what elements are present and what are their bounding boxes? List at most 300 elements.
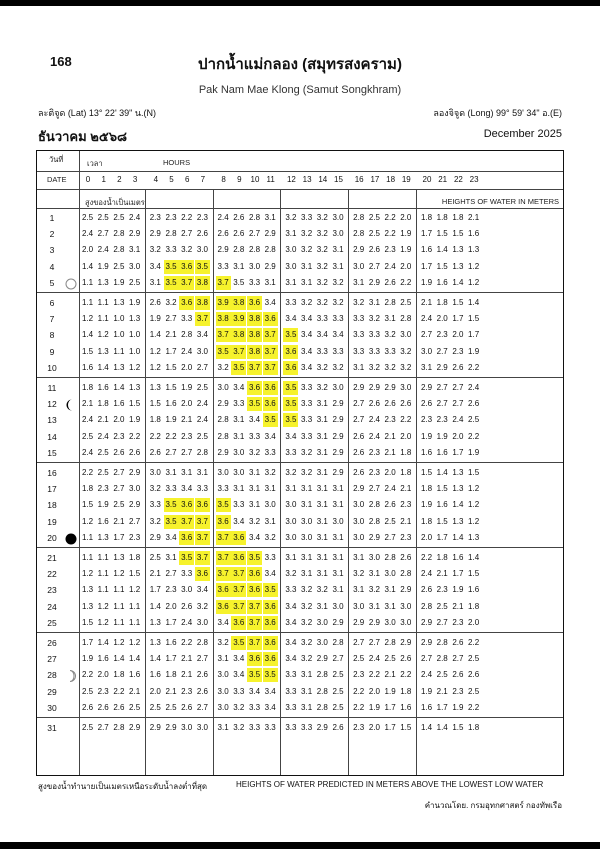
height-cell: 3.2 — [332, 362, 344, 372]
height-cell: 2.7 — [129, 516, 141, 526]
height-cell: 1.6 — [468, 585, 480, 595]
height-cell: 2.9 — [420, 383, 433, 392]
height-cell: 3.4 — [301, 330, 313, 340]
height-cell: 3.2 — [316, 585, 328, 595]
height-cell: 2.5 — [436, 601, 448, 611]
height-cell: 2.6 — [368, 245, 380, 255]
height-cell: 1.1 — [113, 617, 125, 627]
height-cell: 3.1 — [332, 261, 344, 271]
height-cell: 3.1 — [285, 229, 297, 239]
height-cell: 1.3 — [113, 553, 125, 562]
height-cell: 3.1 — [217, 723, 229, 732]
height-cell: 3.1 — [332, 500, 344, 510]
height-cell: 1.6 — [149, 670, 161, 680]
height-cell: 2.2 — [81, 670, 94, 680]
height-cell: 3.0 — [217, 702, 229, 712]
height-cell: 3.1 — [332, 553, 344, 562]
height-cell: 3.3 — [285, 585, 297, 595]
height-cell: 2.0 — [368, 723, 380, 732]
height-cell: 2.8 — [196, 638, 208, 647]
height-cell: 1.6 — [400, 702, 412, 712]
height-cell: 2.1 — [384, 431, 396, 441]
height-cell: 2.7 — [436, 399, 448, 409]
height-cell: 3.1 — [384, 601, 396, 611]
height-cell: 1.5 — [420, 468, 433, 477]
height-cell: 3.0 — [217, 468, 229, 477]
height-cell: 2.3 — [368, 468, 380, 477]
grid-line — [37, 462, 563, 463]
height-cell: 3.5 — [263, 583, 278, 597]
height-cell: 1.6 — [420, 702, 433, 712]
height-cell: 2.9 — [436, 362, 448, 372]
date-header-thai: วันที่ — [49, 155, 64, 164]
height-cell: 1.9 — [129, 298, 141, 307]
height-cell: 3.5 — [263, 668, 278, 682]
height-cell: 3.7 — [216, 531, 231, 545]
height-cell: 3.0 — [129, 484, 141, 494]
height-cell: 1.2 — [129, 362, 141, 372]
height-cell: 3.2 — [181, 245, 193, 255]
height-cell: 1.3 — [468, 532, 480, 542]
height-cell: 2.0 — [81, 245, 94, 255]
height-cell: 2.3 — [129, 532, 141, 542]
height-cell: 3.6 — [247, 567, 262, 581]
height-cell: 2.4 — [196, 399, 208, 409]
height-cell: 2.1 — [384, 447, 396, 457]
hour-label: 18 — [386, 175, 396, 184]
height-cell: 2.2 — [400, 415, 412, 425]
height-cell: 3.4 — [149, 261, 161, 271]
height-cell: 3.0 — [233, 447, 245, 457]
height-cell: 1.6 — [420, 245, 433, 255]
height-cell: 3.0 — [316, 638, 328, 647]
height-cell: 1.4 — [436, 245, 448, 255]
height-cell: 3.7 — [216, 551, 231, 565]
height-cell: 1.9 — [452, 702, 464, 712]
height-cell: 3.0 — [353, 516, 365, 526]
height-cell: 2.3 — [436, 415, 448, 425]
height-cell: 2.4 — [81, 415, 94, 425]
height-cell: 3.2 — [217, 638, 229, 647]
height-cell: 1.9 — [165, 415, 177, 425]
height-cell: 1.7 — [452, 314, 464, 324]
height-cell: 2.7 — [353, 638, 365, 647]
table-row — [37, 700, 563, 716]
height-cell: 3.1 — [301, 553, 313, 562]
grid-line — [37, 377, 563, 378]
height-cell: 3.6 — [263, 636, 278, 650]
height-cell: 1.7 — [384, 702, 396, 712]
height-cell: 2.9 — [149, 229, 161, 239]
height-cell: 2.1 — [181, 415, 193, 425]
height-cell: 2.7 — [420, 654, 433, 664]
height-cell: 3.5 — [179, 551, 194, 565]
height-cell: 1.2 — [129, 638, 141, 647]
height-cell: 1.4 — [113, 383, 125, 392]
height-cell: 1.5 — [400, 723, 412, 732]
height-cell: 3.6 — [216, 600, 231, 614]
height-cell: 3.3 — [332, 314, 344, 324]
height-cell: 3.3 — [217, 484, 229, 494]
height-cell: 1.8 — [436, 213, 448, 222]
height-cell: 1.7 — [165, 346, 177, 356]
height-cell: 3.1 — [316, 468, 328, 477]
height-cell: 1.5 — [452, 298, 464, 307]
height-cell: 1.3 — [97, 346, 109, 356]
height-cell: 3.1 — [316, 601, 328, 611]
height-cell: 2.1 — [400, 516, 412, 526]
height-cell: 1.3 — [97, 532, 109, 542]
height-cell: 3.4 — [264, 431, 276, 441]
height-cell: 1.2 — [97, 617, 109, 627]
height-cell: 2.4 — [420, 569, 433, 579]
date-header: DATE — [47, 175, 67, 184]
height-cell: 3.4 — [196, 330, 208, 340]
height-cell: 2.6 — [353, 447, 365, 457]
height-cell: 2.0 — [452, 431, 464, 441]
height-cell: 2.3 — [400, 532, 412, 542]
height-cell: 2.5 — [332, 702, 344, 712]
height-cell: 2.3 — [452, 617, 464, 627]
height-cell: 1.5 — [468, 468, 480, 477]
hour-label: 1 — [101, 175, 106, 184]
table-row — [37, 275, 563, 291]
height-cell: 3.0 — [285, 261, 297, 271]
height-cell: 3.1 — [285, 484, 297, 494]
height-cell: 3.4 — [181, 484, 193, 494]
height-cell: 2.3 — [452, 346, 464, 356]
height-cell: 2.3 — [384, 245, 396, 255]
height-cell: 2.5 — [468, 415, 480, 425]
height-cell: 3.2 — [316, 383, 328, 392]
credit-line: คำนวณโดย. กรมอุทกศาสตร์ กองทัพเรือ — [424, 801, 562, 810]
row-date: 29 — [47, 686, 57, 697]
height-cell: 2.6 — [113, 447, 125, 457]
height-cell: 2.5 — [332, 686, 344, 696]
height-cell: 3.5 — [164, 260, 179, 274]
height-cell: 3.2 — [301, 601, 313, 611]
table-row — [37, 550, 563, 566]
table-row — [37, 497, 563, 513]
height-cell: 3.3 — [181, 314, 193, 324]
full-moon-icon — [65, 277, 77, 289]
height-cell: 1.5 — [468, 314, 480, 324]
height-cell: 1.9 — [400, 229, 412, 239]
height-cell: 3.0 — [316, 617, 328, 627]
height-cell: 3.4 — [264, 569, 276, 579]
table-row — [37, 667, 563, 683]
row-date: 22 — [47, 569, 57, 580]
height-cell: 3.1 — [332, 585, 344, 595]
height-cell: 3.4 — [285, 654, 297, 664]
height-cell: 3.6 — [179, 531, 194, 545]
height-cell: 2.6 — [181, 601, 193, 611]
height-cell: 2.9 — [165, 723, 177, 732]
height-cell: 3.7 — [195, 551, 210, 565]
height-cell: 2.2 — [420, 553, 433, 562]
height-cell: 3.0 — [129, 261, 141, 271]
height-cell: 2.2 — [129, 431, 141, 441]
height-cell: 3.1 — [248, 484, 261, 494]
height-cell: 1.5 — [129, 569, 141, 579]
height-cell: 2.5 — [81, 213, 94, 222]
height-cell: 2.8 — [196, 447, 208, 457]
height-cell: 2.5 — [353, 654, 365, 664]
height-cell: 2.1 — [97, 415, 109, 425]
height-cell: 3.1 — [181, 468, 193, 477]
height-cell: 1.2 — [468, 484, 480, 494]
height-cell: 3.3 — [384, 346, 396, 356]
height-cell: 2.5 — [113, 261, 125, 271]
height-cell: 1.9 — [129, 415, 141, 425]
height-cell: 1.3 — [468, 245, 480, 255]
height-cell: 3.6 — [247, 652, 262, 666]
table-row — [37, 242, 563, 258]
height-cell: 2.6 — [420, 585, 433, 595]
height-cell: 1.2 — [81, 516, 94, 526]
height-cell: 2.8 — [353, 213, 365, 222]
height-cell: 3.1 — [332, 532, 344, 542]
height-cell: 3.9 — [216, 296, 231, 310]
height-cell: 2.8 — [248, 213, 261, 222]
height-cell: 3.1 — [316, 500, 328, 510]
height-cell: 3.0 — [332, 383, 344, 392]
height-cell: 2.8 — [420, 601, 433, 611]
height-cell: 3.2 — [400, 346, 412, 356]
height-cell: 2.0 — [181, 362, 193, 372]
height-cell: 2.9 — [353, 617, 365, 627]
height-cell: 2.8 — [384, 298, 396, 307]
height-cell: 1.4 — [81, 330, 94, 340]
row-date: 24 — [47, 601, 57, 612]
height-cell: 2.7 — [113, 484, 125, 494]
row-date: 14 — [47, 431, 57, 442]
row-date: 5 — [49, 277, 55, 288]
height-cell: 3.7 — [195, 515, 210, 529]
height-cell: 1.5 — [129, 399, 141, 409]
height-cell: 1.4 — [436, 468, 448, 477]
height-cell: 3.2 — [264, 468, 276, 477]
row-date: 13 — [47, 415, 57, 426]
height-cell: 3.2 — [301, 447, 313, 457]
height-cell: 3.4 — [264, 686, 276, 696]
height-cell: 3.1 — [233, 484, 245, 494]
height-cell: 3.1 — [196, 468, 208, 477]
height-cell: 1.3 — [149, 638, 161, 647]
height-cell: 1.5 — [165, 362, 177, 372]
height-cell: 1.9 — [384, 686, 396, 696]
height-cell: 2.7 — [196, 362, 208, 372]
height-cell: 1.5 — [436, 261, 448, 271]
row-date: 20 — [47, 532, 57, 543]
height-cell: 1.4 — [149, 601, 161, 611]
height-cell: 3.2 — [368, 314, 380, 324]
height-cell: 1.9 — [452, 585, 464, 595]
height-cell: 2.6 — [452, 638, 464, 647]
height-cell: 1.8 — [468, 723, 480, 732]
height-cell: 3.1 — [353, 277, 365, 287]
height-cell: 3.1 — [301, 277, 313, 287]
height-cell: 3.0 — [301, 516, 313, 526]
row-date: 3 — [49, 245, 55, 256]
height-cell: 3.0 — [181, 723, 193, 732]
height-cell: 3.2 — [248, 447, 261, 457]
height-cell: 3.8 — [247, 328, 262, 342]
height-cell: 1.1 — [113, 601, 125, 611]
height-cell: 3.7 — [247, 600, 262, 614]
height-cell: 3.8 — [195, 276, 210, 290]
height-cell: 2.5 — [81, 431, 94, 441]
height-cell: 2.7 — [368, 484, 380, 494]
height-cell: 2.9 — [264, 261, 276, 271]
month-thai: ธันวาคม ๒๕๖๘ — [38, 129, 127, 144]
height-cell: 1.4 — [452, 532, 464, 542]
height-cell: 2.3 — [436, 330, 448, 340]
height-cell: 3.0 — [248, 261, 261, 271]
height-cell: 1.7 — [113, 532, 125, 542]
height-cell: 2.2 — [353, 702, 365, 712]
height-cell: 1.4 — [149, 330, 161, 340]
row-date: 6 — [49, 298, 55, 308]
height-cell: 2.6 — [129, 447, 141, 457]
height-cell: 2.9 — [420, 638, 433, 647]
height-cell: 3.8 — [231, 328, 246, 342]
height-cell: 2.0 — [113, 415, 125, 425]
height-cell: 2.9 — [400, 638, 412, 647]
height-cell: 3.1 — [316, 431, 328, 441]
height-cell: 1.7 — [452, 447, 464, 457]
height-cell: 1.8 — [436, 553, 448, 562]
height-cell: 1.0 — [113, 330, 125, 340]
height-cell: 3.3 — [217, 261, 229, 271]
height-cell: 3.4 — [285, 314, 297, 324]
height-cell: 1.8 — [452, 213, 464, 222]
table-row — [37, 651, 563, 667]
height-cell: 3.0 — [400, 383, 412, 392]
grid-line — [37, 208, 563, 209]
table-row — [37, 429, 563, 445]
height-cell: 3.6 — [231, 531, 246, 545]
height-cell: 2.2 — [468, 431, 480, 441]
first-quarter-moon-icon — [65, 669, 77, 681]
hour-label: 0 — [85, 175, 91, 184]
table-row — [37, 635, 563, 651]
height-cell: 3.2 — [149, 484, 161, 494]
height-cell: 3.0 — [400, 601, 412, 611]
height-cell: 2.6 — [353, 431, 365, 441]
height-cell: 1.1 — [129, 617, 141, 627]
height-cell: 1.8 — [97, 399, 109, 409]
height-cell: 3.2 — [316, 298, 328, 307]
height-cell: 1.2 — [149, 362, 161, 372]
height-cell: 3.3 — [316, 346, 328, 356]
height-cell: 3.1 — [332, 245, 344, 255]
row-date: 16 — [47, 468, 57, 478]
height-cell: 3.6 — [247, 583, 262, 597]
height-cell: 2.6 — [368, 399, 380, 409]
height-cell: 2.3 — [436, 585, 448, 595]
height-cell: 2.8 — [400, 314, 412, 324]
height-cell: 2.0 — [400, 213, 412, 222]
height-cell: 3.6 — [179, 260, 194, 274]
height-cell: 3.0 — [196, 346, 208, 356]
height-cell: 2.1 — [436, 686, 448, 696]
height-cell: 3.6 — [263, 397, 278, 411]
height-cell: 2.0 — [400, 261, 412, 271]
grid-line — [37, 171, 563, 172]
longitude-label: ลองจิจูด (Long) 99° 59' 34" อ.(E) — [433, 108, 562, 118]
table-row — [37, 514, 563, 530]
height-cell: 3.0 — [149, 468, 161, 477]
height-cell: 1.3 — [452, 261, 464, 271]
height-cell: 2.5 — [196, 383, 208, 392]
height-cell: 1.4 — [452, 500, 464, 510]
height-cell: 3.3 — [301, 415, 313, 425]
height-cell: 3.7 — [247, 361, 262, 375]
height-cell: 2.6 — [233, 213, 245, 222]
height-cell: 3.6 — [231, 616, 246, 630]
hour-label: 21 — [438, 175, 448, 184]
height-cell: 3.6 — [179, 498, 194, 512]
height-cell: 3.1 — [301, 500, 313, 510]
height-cell: 1.2 — [468, 277, 480, 287]
height-cell: 1.6 — [81, 362, 94, 372]
height-cell: 2.4 — [384, 484, 396, 494]
height-cell: 2.2 — [181, 638, 193, 647]
height-cell: 3.4 — [248, 532, 261, 542]
height-cell: 3.0 — [353, 601, 365, 611]
row-date: 1 — [49, 213, 55, 223]
height-cell: 1.1 — [113, 346, 125, 356]
heights-header-thai: สูงของน้ำเป็นเมตร — [85, 198, 145, 207]
height-cell: 2.9 — [129, 500, 141, 510]
height-cell: 3.1 — [264, 213, 276, 222]
height-cell: 3.7 — [231, 567, 246, 581]
height-cell: 3.0 — [353, 500, 365, 510]
height-cell: 2.6 — [113, 702, 125, 712]
height-cell: 3.0 — [353, 532, 365, 542]
height-cell: 3.6 — [247, 296, 262, 310]
hour-label: 8 — [221, 175, 226, 184]
height-cell: 1.0 — [113, 314, 125, 324]
height-cell: 2.4 — [420, 314, 433, 324]
height-cell: 3.6 — [247, 381, 262, 395]
height-cell: 1.5 — [81, 346, 94, 356]
height-cell: 2.9 — [129, 229, 141, 239]
height-cell: 3.1 — [165, 553, 177, 562]
table-row — [37, 599, 563, 615]
height-cell: 1.8 — [81, 484, 94, 494]
page-title: ปากน้ำแม่กลอง (สมุทรสงคราม) — [198, 56, 402, 73]
table-row — [37, 720, 563, 736]
height-cell: 3.0 — [181, 585, 193, 595]
height-cell: 2.8 — [248, 245, 261, 255]
height-cell: 2.3 — [113, 431, 125, 441]
height-cell: 3.2 — [233, 723, 245, 732]
height-cell: 2.4 — [196, 415, 208, 425]
table-row — [37, 327, 563, 343]
height-cell: 3.3 — [248, 723, 261, 732]
height-cell: 3.7 — [263, 328, 278, 342]
row-date: 18 — [47, 500, 57, 511]
height-cell: 1.9 — [420, 431, 433, 441]
row-date: 9 — [49, 346, 55, 357]
height-cell: 1.8 — [129, 553, 141, 562]
row-date: 25 — [47, 617, 57, 628]
height-cell: 2.1 — [420, 298, 433, 307]
height-cell: 3.0 — [285, 516, 297, 526]
new-moon-icon — [65, 532, 77, 544]
